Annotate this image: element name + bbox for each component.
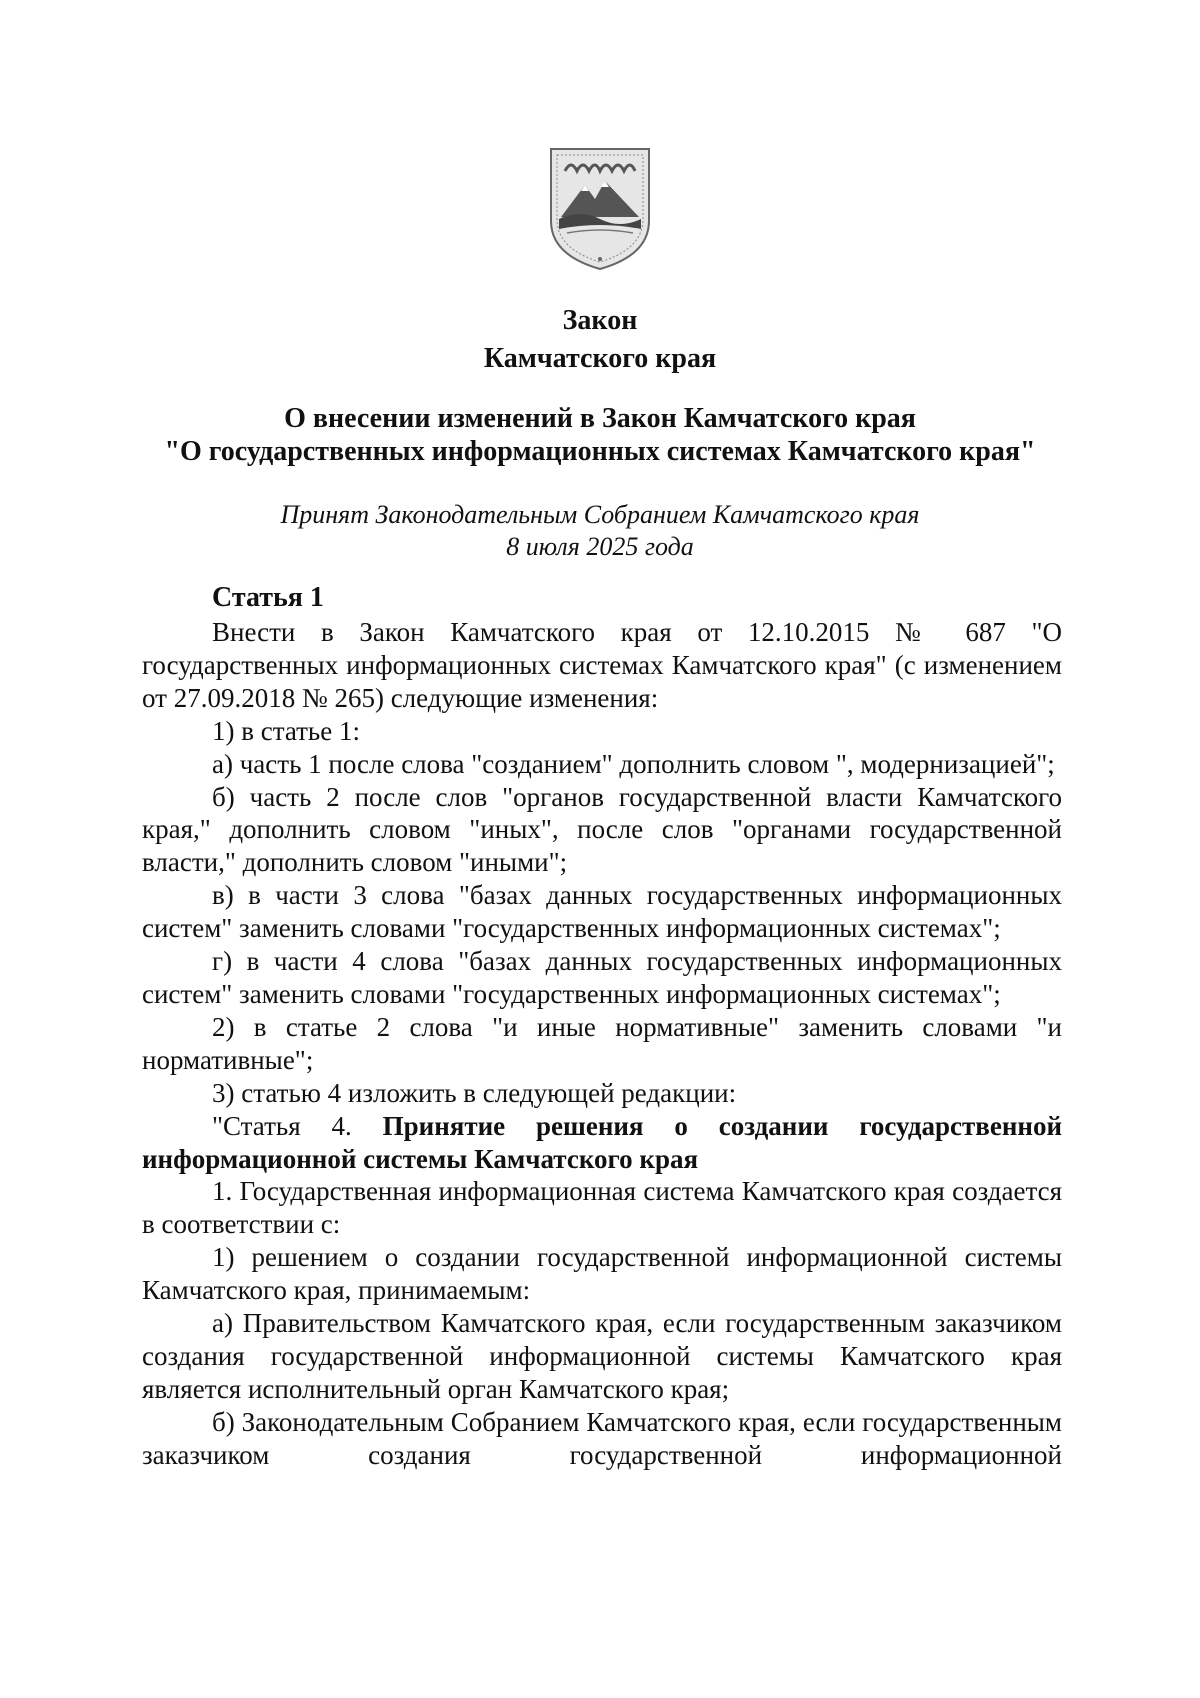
paragraph: 1) решением о создании государственной информационной системы Камчатского края, принимаемым: — [142, 1242, 1062, 1306]
paragraph: б) Законодательным Собранием Камчатского края, если государственным заказчиком создания государственной информационной — [142, 1406, 1062, 1470]
paragraph: 2) в статье 2 слова "и иные нормативные" заменить словами "и нормативные"; — [142, 1011, 1062, 1075]
paragraph: 1) в статье 1: — [212, 715, 360, 746]
paragraph: в) в части 3 слова "базах данных государственных информационных систем" заменить словами "государственных информационных системах"; — [142, 880, 1062, 944]
adoption-note: Принят Законодательным Собранием Камчатского края — [280, 500, 920, 529]
law-region: Камчатского края — [483, 343, 717, 374]
quoted-article-prefix: "Статья 4. — [212, 1110, 352, 1141]
article-heading: Статья 1 — [212, 582, 324, 613]
document-body — [142, 580, 1062, 1472]
quoted-article-title: Принятие решения о создании государственной информационной системы Камчатского края — [142, 1110, 1063, 1174]
adoption-date: 8 июля 2025 года — [506, 532, 694, 561]
law-subject-line-2: "О государственных информационных системах Камчатского края" — [164, 436, 1036, 467]
paragraph: 3) статью 4 изложить в следующей редакции: — [212, 1077, 737, 1108]
paragraph: б) часть 2 после слов "органов государственной власти Камчатского края," дополнить словом "иных", после слов "органами государственной власти," дополнить словом "иными"; — [142, 781, 1062, 878]
paragraph: а) Правительством Камчатского края, если государственным заказчиком создания государственной информационной системы Камчатского края является исполнительный орган Камчатского края; — [142, 1308, 1062, 1404]
quoted-article-heading — [142, 1110, 1062, 1176]
law-subject-line-1: О внесении изменений в Закон Камчатского края — [284, 403, 916, 434]
paragraph: 1. Государственная информационная система Камчатского края создается в соответствии с: — [142, 1176, 1062, 1240]
paragraph: Внести в Закон Камчатского края от 12.10.2015 № 687 "О государственных информационных системах Камчатского края" (с изменением от 27.09.2018 № 265) следующие изменения: — [142, 617, 1062, 713]
law-title: Закон — [562, 305, 638, 336]
paragraph: г) в части 4 слова "базах данных государственных информационных систем" заменить словами "государственных информационных системах"; — [142, 946, 1062, 1009]
coat-of-arms-emblem — [547, 143, 653, 273]
paragraph: а) часть 1 после слова "созданием" дополнить словом ", модернизацией"; — [212, 748, 1055, 779]
kamchatka-coat-of-arms-icon — [547, 143, 653, 273]
